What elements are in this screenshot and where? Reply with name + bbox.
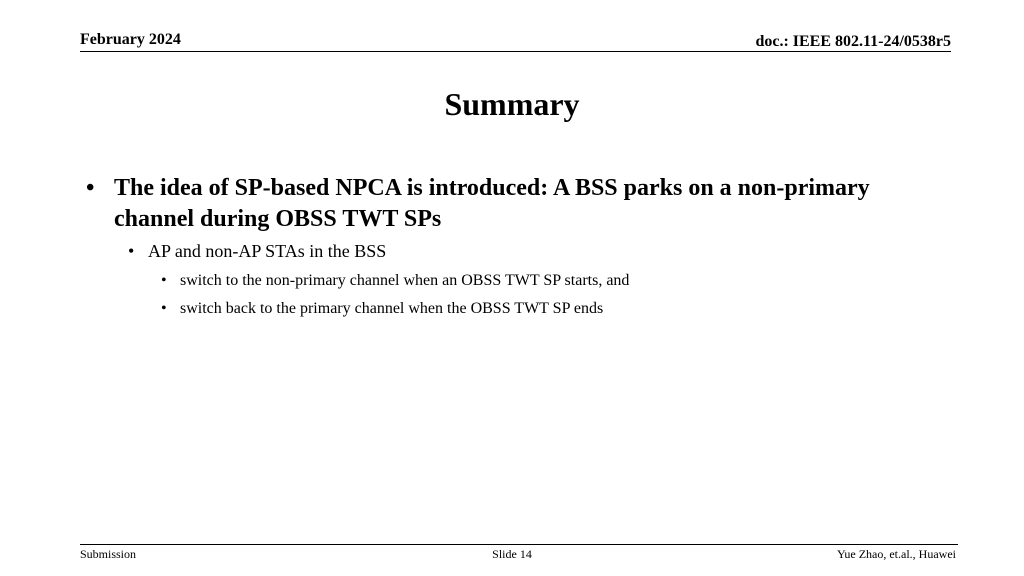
bullet-level3-text: switch to the non-primary channel when an OBSS TWT SP starts, and bbox=[180, 272, 630, 289]
bullet-marker: • bbox=[161, 272, 167, 289]
bullet-marker: • bbox=[86, 175, 95, 201]
bullet-marker: • bbox=[161, 300, 167, 317]
slide-title: Summary bbox=[444, 86, 580, 122]
bullet-level3 bbox=[161, 271, 941, 291]
header-date: February 2024 bbox=[80, 31, 181, 48]
bullet-level1-text: The idea of SP-based NPCA is introduced: A BSS parks on a non-primary channel during OBSS TWT SPs bbox=[114, 175, 870, 232]
bullet-level1 bbox=[86, 173, 946, 235]
bullet-level3 bbox=[161, 299, 941, 319]
footer-submission: Submission bbox=[80, 547, 137, 561]
bullet-marker: • bbox=[128, 241, 135, 261]
footer-divider bbox=[80, 544, 958, 545]
header-divider bbox=[80, 51, 951, 52]
footer-slide-number: Slide 14 bbox=[492, 547, 532, 561]
footer-authors: Yue Zhao, et.al., Huawei bbox=[837, 547, 956, 561]
bullet-level2 bbox=[128, 239, 928, 263]
header-doc-id: doc.: IEEE 802.11-24/0538r5 bbox=[755, 33, 951, 50]
bullet-level3-text: switch back to the primary channel when the OBSS TWT SP ends bbox=[180, 300, 604, 317]
bullet-level2-text: AP and non-AP STAs in the BSS bbox=[148, 241, 387, 261]
